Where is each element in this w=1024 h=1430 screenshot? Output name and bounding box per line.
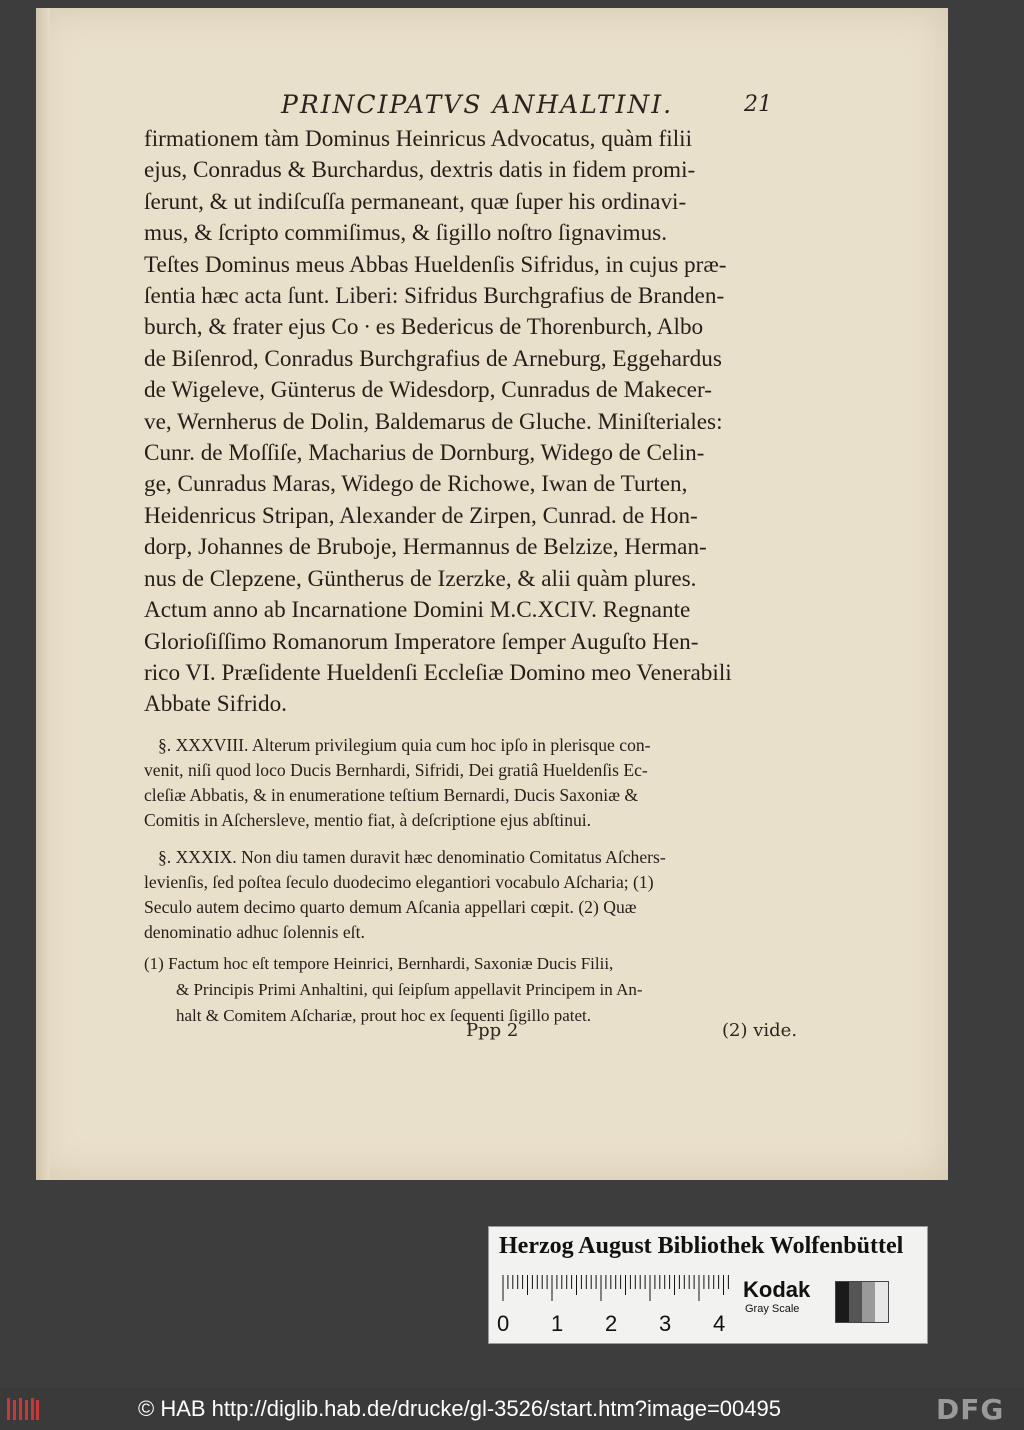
ruler-number: 1 — [551, 1311, 564, 1336]
library-name: Herzog August Bibliothek Wolfenbüttel — [499, 1233, 904, 1259]
paragraph-38 — [144, 733, 804, 833]
paragraph-39-line: §. XXXIX. Non diu tamen duravit hæc denominatio Comitatus Aſchers- — [158, 846, 666, 867]
paragraph-39-line: Seculo autem decimo quarto demum Aſcania appellari cœpit. (2) Quæ — [144, 896, 637, 917]
main-text-line: mus, & ſcripto commiſimus, & ſigillo noſtro ſignavimus. — [144, 220, 667, 247]
gray-scale-swatches — [835, 1281, 889, 1323]
main-text-line: Cunr. de Moſſiſe, Macharius de Dornburg, Widego de Celin- — [144, 440, 705, 467]
main-text-line: Abbate Sifrido. — [144, 691, 287, 718]
paragraph-39-line: levienſis, ſed poſtea ſeculo duodecimo elegantiori vocabulo Aſcharia; (1) — [144, 871, 654, 892]
page-body — [144, 124, 804, 1029]
main-text-line: dorp, Johannes de Bruboje, Hermannus de Belzize, Herman- — [144, 534, 707, 561]
dfg-logo[interactable]: DFG — [936, 1393, 1005, 1426]
main-text-line: burch, & frater ejus Co ∙ es Bedericus de Thorenburch, Albo — [144, 314, 704, 341]
gray-scale-label: Gray Scale — [745, 1303, 800, 1315]
main-text-line: Teſtes Dominus meus Abbas Hueldenſis Sifridus, in cujus præ- — [144, 251, 727, 278]
main-text-line: Glorioſiſſimo Romanorum Imperatore ſemper Auguſto Hen- — [144, 628, 699, 655]
ruler-number: 0 — [497, 1311, 510, 1336]
main-text-line: rico VI. Præſidente Hueldenſi Eccleſiæ Domino meo Venerabili — [144, 659, 732, 686]
main-text-line: de Biſenrod, Conradus Burchgrafius de Arneburg, Eggehardus — [144, 345, 722, 372]
gray-swatch — [862, 1282, 875, 1322]
running-head: PRINCIPATVS ANHALTINI. — [281, 90, 674, 119]
main-text-line: Heidenricus Stripan, Alexander de Zirpen, Cunrad. de Hon- — [144, 502, 698, 529]
gray-swatch — [849, 1282, 862, 1322]
main-text-block — [144, 124, 804, 721]
main-text-line: ve, Wernherus de Dolin, Baldemarus de Gluche. Miniſteriales: — [144, 408, 723, 435]
gray-swatch — [875, 1282, 888, 1322]
main-text-line: firmationem tàm Dominus Heinricus Advocatus, quàm filii — [144, 126, 693, 152]
page-gutter — [36, 8, 50, 1180]
main-text-line: de Wigeleve, Günterus de Widesdorp, Cunradus de Makecer- — [144, 377, 712, 404]
page-number: 21 — [744, 92, 772, 117]
ruler-number: 2 — [605, 1311, 618, 1336]
footnote-1-line: (1) Factum hoc eſt tempore Heinrici, Bernhardi, Saxoniæ Ducis Filii, — [144, 953, 614, 973]
ruler-number: 4 — [713, 1311, 726, 1336]
color-target-card — [488, 1226, 928, 1344]
main-text-line: ge, Cunradus Maras, Widego de Richowe, Iwan de Turten, — [144, 471, 688, 498]
paragraph-39 — [144, 845, 804, 945]
footer-bar — [0, 1388, 1024, 1430]
ruler-scale — [501, 1275, 731, 1301]
footnote-1-line: & Principis Primi Anhaltini, qui ſeipſum appellavit Principem in An- — [176, 979, 643, 999]
paragraph-38-line: §. XXXVIII. Alterum privilegium quia cum hoc ipſo in plerisque con- — [158, 734, 651, 755]
catchword: (2) vide. — [722, 1020, 798, 1041]
paragraph-39-line: denominatio adhuc ſolennis eſt. — [144, 921, 365, 942]
footnote-1-line: halt & Comitem Aſchariæ, prout hoc ex ſequenti ſigillo patet. — [176, 1005, 592, 1025]
main-text-line: ſerunt, & ut indiſcuſſa permaneant, quæ ſuper his ordinavi- — [144, 188, 687, 215]
gray-swatch — [836, 1282, 849, 1322]
signature-mark: Ppp 2 — [466, 1020, 519, 1041]
hab-logo-icon[interactable] — [6, 1396, 40, 1422]
paragraph-38-line: venit, niſi quod loco Ducis Bernhardi, Sifridi, Dei gratiâ Hueldenſis Ec- — [144, 759, 648, 780]
kodak-brand: Kodak — [743, 1277, 811, 1302]
footnote-1 — [144, 951, 804, 1029]
main-text-line: nus de Clepzene, Güntherus de Izerzke, & alii quàm plures. — [144, 565, 697, 592]
paragraph-38-line: cleſiæ Abbatis, & in enumeratione teſtium Bernardi, Ducis Saxoniæ & — [144, 784, 639, 805]
copyright-link[interactable]: © HAB http://diglib.hab.de/drucke/gl-3526/start.htm?image=00495 — [138, 1396, 781, 1421]
main-text-line: ejus, Conradus & Burchardus, dextris datis in fidem promi- — [144, 157, 696, 184]
ruler-number: 3 — [659, 1311, 672, 1336]
main-text-line: Actum anno ab Incarnatione Domini M.C.XCIV. Regnante — [144, 597, 691, 624]
book-page — [36, 8, 948, 1180]
main-text-line: ſentia hæc acta ſunt. Liberi: Sifridus Burchgrafius de Branden- — [144, 283, 725, 310]
paragraph-38-line: Comitis in Aſchersleve, mentio fiat, à deſcriptione ejus abſtinui. — [144, 809, 592, 830]
